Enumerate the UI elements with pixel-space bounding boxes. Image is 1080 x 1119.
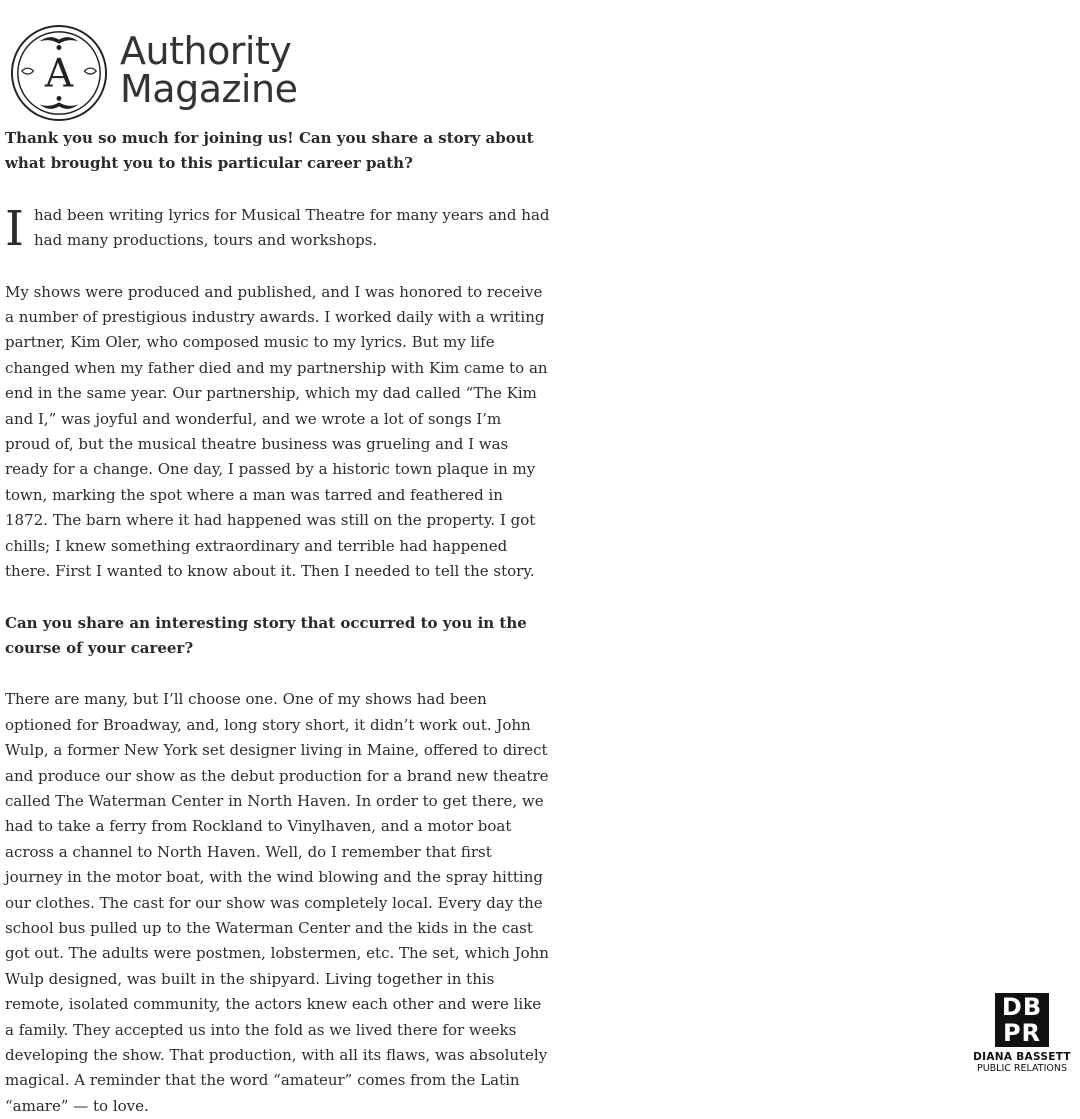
logo-seal-icon <box>10 24 108 122</box>
dbpr-subtitle: PUBLIC RELATIONS <box>976 1063 1068 1074</box>
answer-1-intro <box>5 200 550 257</box>
logo-wordmark <box>120 29 298 111</box>
diana-bassett-pr-logo <box>968 993 1076 1075</box>
dbpr-letters-top: DB <box>1001 993 1043 1021</box>
logo-seal-letter: A <box>44 51 74 97</box>
logo-line-1: Authority <box>120 29 292 73</box>
dbpr-letters-bottom: PR <box>1002 1019 1042 1047</box>
logo-line-2: Magazine <box>120 67 298 111</box>
question-1: Thank you so much for joining us! Can you share a story about what brought you to this particular career path? <box>5 129 534 173</box>
question-2: Can you share an interesting story that occurred to you in the course of your career? <box>5 613 527 657</box>
article-body <box>5 126 550 1119</box>
authority-magazine-logo <box>10 24 310 124</box>
dbpr-letters <box>995 994 1049 1046</box>
drop-cap: I <box>5 200 24 257</box>
dbpr-name: DIANA BASSETT <box>973 1051 1071 1063</box>
answer-1-paragraph-2: My shows were produced and published, and I was honored to receive a number of prestigious industry awards. I worked daily with a writing partner, Kim Oler, who composed music to my lyrics. But my life changed when my father died and my partnership with Kim came to an end in the same year. Our partnership, which my dad called “The Kim and I,” was joyful and wonderful, and we wrote a lot of songs I’m proud of, but the musical theatre business was grueling and I was ready for a change. One day, I passed by a historic town plaque in my town, marking the spot where a man was tarred and feathered in 1872. The barn where it had happened was still on the property. I got chills; I knew something extraordinary and terrible had happened there. First I wanted to know about it. Then I needed to tell the story. <box>5 282 548 581</box>
answer-2-paragraph-1: There are many, but I’ll choose one. One of my shows had been optioned for Broadway, and, long story short, it didn’t work out. John Wulp, a former New York set designer living in Maine, offered to direct and produce our show as the debut production for a brand new theatre called The Waterman Center in North Haven. In order to get there, we had to take a ferry from Rockland to Vinylhaven, and a motor boat across a channel to North Haven. Well, do I remember that first journey in the motor boat, with the wind blowing and the spray hitting our clothes. The cast for our show was completely local. Every day the school bus pulled up to the Waterman Center and the kids in the cast got out. The adults were postmen, lobstermen, etc. The set, which John Wulp designed, was built in the shipyard. Living together in this remote, isolated community, the actors knew each other and were like a family. They accepted us into the fold as we lived there for weeks developing the show. That production, with all its flaws, was absolutely magical. A reminder that the word “amateur” comes from the Latin “amare” — to love. <box>5 690 549 1115</box>
answer-1-paragraph-1: had been writing lyrics for Musical Theatre for many years and had had many productions, tours and workshops. <box>34 205 550 250</box>
